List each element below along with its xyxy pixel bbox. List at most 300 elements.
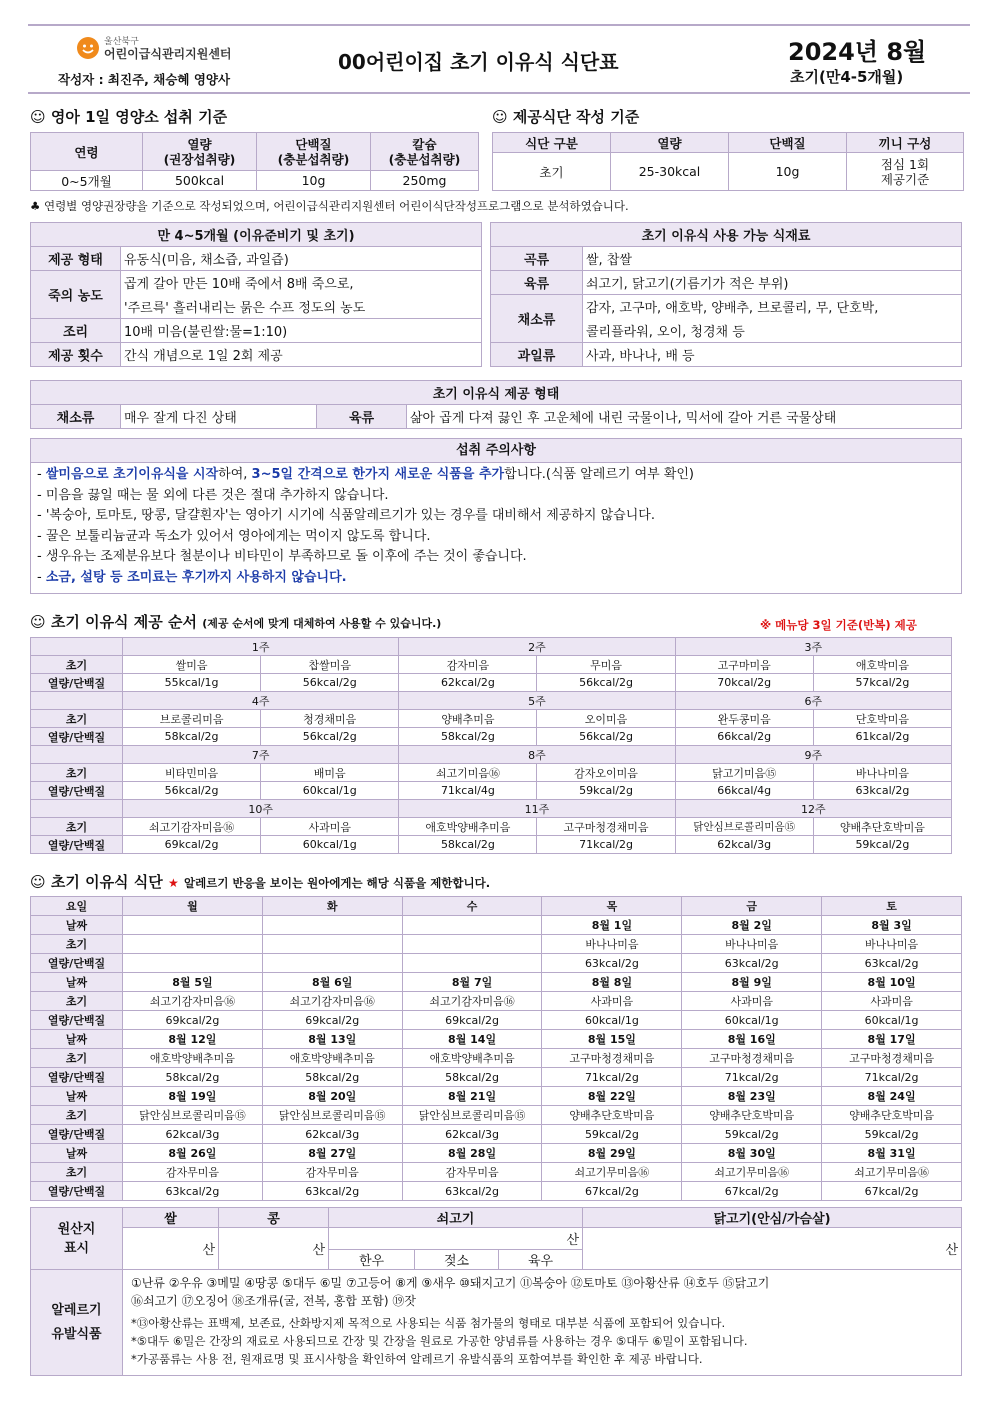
order-blank	[31, 800, 123, 818]
day-header: 토	[822, 897, 962, 916]
order-week: 2주	[399, 638, 675, 656]
order-food: 양배추미음	[399, 710, 537, 728]
menu-kcal-cell: 62kcal/3g	[402, 1125, 542, 1144]
ingredients-table	[490, 222, 962, 367]
allergy-content	[123, 1270, 962, 1376]
day-header: 금	[682, 897, 822, 916]
menu-food-cell: 양배추단호박미음	[822, 1106, 962, 1125]
caution-text: 합니다.(식품 알레르기 여부 확인)	[504, 467, 695, 482]
origin-table	[30, 1207, 962, 1270]
menu-row-label: 날짜	[31, 1030, 123, 1049]
caution-title: 섭취 주의사항	[31, 439, 961, 463]
menu-date-cell: 8월 16일	[682, 1030, 822, 1049]
nutrition-header: 열량 (권장섭취량)	[143, 133, 257, 171]
order-food: 감자미음	[399, 656, 537, 674]
menu-date-cell: 8월 5일	[123, 973, 263, 992]
form-value: 삶아 곱게 다져 끓인 후 고운체에 내린 국물이나, 믹서에 갈아 거른 국물상태	[407, 405, 962, 429]
menu-food-row	[31, 992, 962, 1011]
ingredients-key: 육류	[491, 271, 583, 295]
order-kcal: 62kcal/3g	[675, 836, 813, 854]
menu-food-cell: 닭안심브로콜리미음⑮	[123, 1106, 263, 1125]
menu-kcal-cell: 58kcal/2g	[123, 1068, 263, 1087]
order-kcal: 58kcal/2g	[123, 728, 261, 746]
beef-type: 육우	[499, 1250, 583, 1270]
caution-line: - 꿀은 보툴리늄균과 독소가 있어서 영아에게는 먹이지 않도록 합니다.	[37, 528, 431, 544]
menu-date-cell: 8월 12일	[123, 1030, 263, 1049]
criteria-table	[492, 132, 964, 191]
order-kcal: 62kcal/2g	[399, 674, 537, 692]
order-row-label: 열량/단백질	[31, 728, 123, 746]
menu-date-row	[31, 1087, 962, 1106]
ingredients-value: 감자, 고구마, 애호박, 양배추, 브로콜리, 무, 단호박,	[583, 295, 962, 319]
order-row-label: 열량/단백질	[31, 782, 123, 800]
order-week: 6주	[675, 692, 951, 710]
nutrition-title	[30, 106, 227, 127]
order-food: 청경채미음	[261, 710, 399, 728]
menu-table	[30, 896, 962, 1201]
order-kcal: 59kcal/2g	[537, 782, 675, 800]
menu-kcal-cell: 59kcal/2g	[542, 1125, 682, 1144]
menu-kcal-cell: 60kcal/1g	[682, 1011, 822, 1030]
origin-san: 산	[123, 1228, 219, 1270]
order-food: 감자오이미음	[537, 764, 675, 782]
order-food: 오이미음	[537, 710, 675, 728]
menu-date-cell: 8월 22일	[542, 1087, 682, 1106]
origin-san: 산	[219, 1228, 329, 1270]
star-icon: ★	[168, 876, 179, 890]
order-kcal: 56kcal/2g	[261, 728, 399, 746]
order-week: 3주	[675, 638, 951, 656]
order-kcal: 58kcal/2g	[399, 728, 537, 746]
menu-food-cell: 감자무미음	[402, 1163, 542, 1182]
menu-food-cell: 사과미음	[542, 992, 682, 1011]
menu-food-cell: 고구마청경채미음	[682, 1049, 822, 1068]
order-food: 배미음	[261, 764, 399, 782]
caution-emphasis: 3~5일 간격으로 한가지 새로운 식품을 추가	[251, 467, 505, 482]
menu-row-label: 초기	[31, 1163, 123, 1182]
menu-kcal-cell: 67kcal/2g	[822, 1182, 962, 1201]
menu-row-label: 초기	[31, 992, 123, 1011]
order-kcal: 66kcal/2g	[675, 728, 813, 746]
stage-info-value: '주르륵' 흘러내리는 묽은 수프 정도의 농도	[121, 295, 482, 319]
menu-row-label: 열량/단백질	[31, 1068, 123, 1087]
origin-label: 원산지 표시	[31, 1208, 123, 1270]
ingredients-key: 곡류	[491, 247, 583, 271]
order-kcal: 57kcal/2g	[813, 674, 951, 692]
caution-box	[30, 438, 962, 594]
criteria-header: 열량	[611, 133, 729, 153]
menu-row-label: 날짜	[31, 973, 123, 992]
caution-line: - 소금, 설탕 등 조미료는 후기까지 사용하지 않습니다.	[37, 569, 347, 585]
menu-food-cell: 쇠고기감자미음⑯	[402, 992, 542, 1011]
origin-item: 닭고기(안심/가슴살)	[583, 1208, 962, 1228]
menu-date-cell: 8월 8일	[542, 973, 682, 992]
menu-date-cell: 8월 6일	[262, 973, 402, 992]
nutrition-header: 단백질 (충분섭취량)	[257, 133, 371, 171]
criteria-cell: 점심 1회 제공기준	[847, 153, 964, 191]
caution-line: - '복숭아, 토마토, 땅콩, 달걀흰자'는 영아기 시기에 식품알레르기가 있는 경우를 대비해서 제공하지 않습니다.	[37, 508, 655, 523]
menu-kcal-cell: 60kcal/1g	[822, 1011, 962, 1030]
menu-date-cell: 8월 23일	[682, 1087, 822, 1106]
menu-kcal-cell: 63kcal/2g	[262, 1182, 402, 1201]
day-header: 요일	[31, 897, 123, 916]
menu-food-cell	[262, 935, 402, 954]
menu-row-label: 초기	[31, 935, 123, 954]
criteria-title	[492, 106, 639, 127]
order-food: 완두콩미음	[675, 710, 813, 728]
caution-text: 생우유는 조제분유보다 철분이나 비타민이 부족하므로 돌 이후에 주는 것이 좋습니다.	[45, 549, 527, 564]
day-header: 수	[402, 897, 542, 916]
caution-text: 하여,	[218, 467, 252, 482]
ingredients-value: 쇠고기, 닭고기(기름기가 적은 부위)	[583, 271, 962, 295]
order-kcal: 58kcal/2g	[399, 836, 537, 854]
order-kcal: 66kcal/4g	[675, 782, 813, 800]
criteria-cell: 초기	[493, 153, 611, 191]
menu-date-cell: 8월 17일	[822, 1030, 962, 1049]
stage-info-table	[30, 222, 482, 367]
order-blank	[31, 638, 123, 656]
order-food: 브로콜리미음	[123, 710, 261, 728]
stage-info-key: 제공 횟수	[31, 343, 121, 367]
allergy-label: 알레르기 유발식품	[31, 1270, 123, 1376]
main-note	[30, 198, 629, 214]
order-row-label: 열량/단백질	[31, 674, 123, 692]
form-table	[30, 380, 962, 429]
menu-date-cell: 8월 15일	[542, 1030, 682, 1049]
smiley-icon: ☺	[30, 613, 46, 631]
criteria-cell: 25-30kcal	[611, 153, 729, 191]
menu-date-row	[31, 973, 962, 992]
menu-food-cell: 고구마청경채미음	[542, 1049, 682, 1068]
order-kcal: 71kcal/4g	[399, 782, 537, 800]
menu-food-cell: 양배추단호박미음	[542, 1106, 682, 1125]
nutrition-cell: 500kcal	[143, 171, 257, 191]
menu-date-cell: 8월 26일	[123, 1144, 263, 1163]
menu-date-row	[31, 1030, 962, 1049]
menu-food-cell: 감자무미음	[123, 1163, 263, 1182]
order-kcal: 60kcal/1g	[261, 836, 399, 854]
menu-date-cell: 8월 28일	[402, 1144, 542, 1163]
order-food: 비타민미음	[123, 764, 261, 782]
caution-emphasis: 소금, 설탕 등 조미료는 후기까지 사용하지 않습니다.	[45, 569, 347, 585]
nutrition-header: 칼슘 (충분섭취량)	[371, 133, 479, 171]
order-food: 무미음	[537, 656, 675, 674]
menu-date-cell	[123, 916, 263, 935]
menu-date-row	[31, 1144, 962, 1163]
menu-date-cell: 8월 1일	[542, 916, 682, 935]
order-kcal: 55kcal/1g	[123, 674, 261, 692]
order-kcal: 60kcal/1g	[261, 782, 399, 800]
beef-type: 한우	[329, 1250, 415, 1270]
menu-row-label: 날짜	[31, 1087, 123, 1106]
menu-food-cell: 쇠고기무미음⑯	[682, 1163, 822, 1182]
menu-date-cell	[262, 916, 402, 935]
page-title: 00어린이집 초기 이유식 식단표	[338, 50, 619, 74]
order-food: 닭고기미음⑮	[675, 764, 813, 782]
menu-kcal-cell: 58kcal/2g	[262, 1068, 402, 1087]
order-week: 1주	[123, 638, 399, 656]
order-food: 애호박양배추미음	[399, 818, 537, 836]
menu-kcal-cell: 71kcal/2g	[542, 1068, 682, 1087]
menu-kcal-cell: 63kcal/2g	[822, 954, 962, 973]
menu-date-cell: 8월 30일	[682, 1144, 822, 1163]
logo-name: 어린이급식관리지원센터	[104, 47, 232, 61]
form-key: 육류	[317, 405, 407, 429]
menu-food-cell: 양배추단호박미음	[682, 1106, 822, 1125]
menu-row-label: 열량/단백질	[31, 1182, 123, 1201]
menu-date-cell	[402, 916, 542, 935]
menu-kcal-cell: 59kcal/2g	[822, 1125, 962, 1144]
order-food: 쌀미음	[123, 656, 261, 674]
menu-date-cell: 8월 10일	[822, 973, 962, 992]
logo-small-text: 울산북구	[104, 37, 139, 47]
menu-kcal-cell: 67kcal/2g	[542, 1182, 682, 1201]
menu-food-cell: 쇠고기무미음⑯	[542, 1163, 682, 1182]
order-kcal: 71kcal/2g	[537, 836, 675, 854]
allergy-note: *⑤대두 ⑥밀은 간장의 재료로 사용되므로 간장 및 간장을 원료로 가공한 양념류를 사용하는 경우 ⑤대두 ⑥밀이 포함됩니다.	[131, 1334, 748, 1348]
menu-kcal-cell: 63kcal/2g	[542, 954, 682, 973]
menu-kcal-row	[31, 1011, 962, 1030]
menu-date-cell: 8월 3일	[822, 916, 962, 935]
stage-info-title: 만 4~5개월 (이유준비기 및 초기)	[31, 223, 482, 247]
order-title-text: 초기 이유식 제공 순서	[50, 613, 197, 631]
caution-emphasis: 쌀미음으로 초기이유식을 시작	[45, 467, 219, 482]
stage-info-key: 조리	[31, 319, 121, 343]
menu-kcal-cell: 62kcal/3g	[262, 1125, 402, 1144]
order-week: 11주	[399, 800, 675, 818]
menu-date-cell: 8월 19일	[123, 1087, 263, 1106]
ingredients-key: 채소류	[491, 295, 583, 343]
caution-text: 미음을 끓일 때는 물 외에 다른 것은 절대 추가하지 않습니다.	[45, 487, 389, 503]
menu-kcal-cell: 59kcal/2g	[682, 1125, 822, 1144]
origin-san: 산	[329, 1228, 583, 1250]
allergy-note: *⑬아황산류는 표백제, 보존료, 산화방지제 목적으로 사용되는 식품 첨가물의 형태로 대부분 식품에 포함되어 있습니다.	[131, 1316, 726, 1330]
stage-info-key: 제공 형태	[31, 247, 121, 271]
order-blank	[31, 746, 123, 764]
menu-date: 2024년 8월	[788, 38, 927, 66]
menu-date-cell: 8월 21일	[402, 1087, 542, 1106]
criteria-header: 단백질	[729, 133, 847, 153]
menu-food-cell: 바나나미음	[542, 935, 682, 954]
order-food: 사과미음	[261, 818, 399, 836]
order-food: 애호박미음	[813, 656, 951, 674]
menu-title-text: 초기 이유식 식단	[50, 873, 163, 891]
menu-kcal-cell: 58kcal/2g	[402, 1068, 542, 1087]
order-row-label: 초기	[31, 764, 123, 782]
menu-kcal-cell: 71kcal/2g	[682, 1068, 822, 1087]
menu-date-row	[31, 916, 962, 935]
main-note-text: 연령별 영양권장량을 기준으로 작성되었으며, 어린이급식관리지원센터 어린이식단작성프로그램으로 분석하였습니다.	[43, 199, 629, 213]
order-kcal: 69kcal/2g	[123, 836, 261, 854]
menu-date-cell: 8월 27일	[262, 1144, 402, 1163]
menu-kcal-cell	[402, 954, 542, 973]
nutrition-cell: 10g	[257, 171, 371, 191]
beef-type: 젖소	[415, 1250, 499, 1270]
menu-note: 알레르기 반응을 보이는 원아에게는 해당 식품을 제한합니다.	[184, 876, 491, 890]
menu-row-label: 초기	[31, 1049, 123, 1068]
order-food: 고구마미음	[675, 656, 813, 674]
menu-date-cell: 8월 24일	[822, 1087, 962, 1106]
menu-kcal-cell: 62kcal/3g	[123, 1125, 263, 1144]
ingredients-title: 초기 이유식 사용 가능 식재료	[491, 223, 962, 247]
menu-row-label: 열량/단백질	[31, 1011, 123, 1030]
order-row-label: 초기	[31, 656, 123, 674]
menu-food-cell: 바나나미음	[822, 935, 962, 954]
order-week: 10주	[123, 800, 399, 818]
menu-food-cell: 닭안심브로콜리미음⑮	[402, 1106, 542, 1125]
order-food: 고구마청경채미음	[537, 818, 675, 836]
menu-kcal-cell: 71kcal/2g	[822, 1068, 962, 1087]
form-title: 초기 이유식 제공 형태	[31, 381, 962, 405]
order-row-label: 초기	[31, 710, 123, 728]
form-value: 매우 잘게 다진 상태	[121, 405, 317, 429]
menu-food-cell: 쇠고기감자미음⑯	[262, 992, 402, 1011]
allergy-table	[30, 1269, 962, 1376]
menu-date-cell: 8월 2일	[682, 916, 822, 935]
origin-item: 쇠고기	[329, 1208, 583, 1228]
menu-kcal-cell: 69kcal/2g	[262, 1011, 402, 1030]
order-food: 양배추단호박미음	[813, 818, 951, 836]
menu-food-row	[31, 1049, 962, 1068]
menu-title	[30, 871, 490, 892]
criteria-title-text: 제공식단 작성 기준	[512, 108, 640, 126]
menu-date-cell: 8월 31일	[822, 1144, 962, 1163]
origin-item: 콩	[219, 1208, 329, 1228]
menu-kcal-row	[31, 954, 962, 973]
menu-kcal-cell: 60kcal/1g	[542, 1011, 682, 1030]
stage-info-value: 10배 미음(불린쌀:물=1:10)	[121, 319, 482, 343]
menu-kcal-cell: 69kcal/2g	[123, 1011, 263, 1030]
stage-info-value: 유동식(미음, 채소즙, 과일즙)	[121, 247, 482, 271]
order-kcal: 56kcal/2g	[123, 782, 261, 800]
nutrition-header: 연령	[31, 133, 143, 171]
order-week: 4주	[123, 692, 399, 710]
menu-food-cell: 쇠고기무미음⑯	[822, 1163, 962, 1182]
order-food: 쇠고기감자미음⑯	[123, 818, 261, 836]
menu-row-label: 날짜	[31, 916, 123, 935]
ingredients-value: 콜리플라워, 오이, 청경채 등	[583, 319, 962, 343]
author: 작성자 : 최진주, 채승혜 영양사	[58, 72, 231, 87]
menu-kcal-cell: 63kcal/2g	[123, 1182, 263, 1201]
caution-line: - 쌀미음으로 초기이유식을 시작하여, 3~5일 간격으로 한가지 새로운 식품을 추가합니다.(식품 알레르기 여부 확인)	[37, 467, 695, 482]
ingredients-key: 과일류	[491, 343, 583, 367]
menu-food-cell: 고구마청경채미음	[822, 1049, 962, 1068]
menu-kcal-cell	[262, 954, 402, 973]
order-week: 7주	[123, 746, 399, 764]
menu-date-cell: 8월 9일	[682, 973, 822, 992]
menu-kcal-cell: 69kcal/2g	[402, 1011, 542, 1030]
order-row-label: 초기	[31, 818, 123, 836]
order-kcal: 63kcal/2g	[813, 782, 951, 800]
logo	[76, 34, 276, 64]
smiley-icon: ☺	[30, 873, 46, 891]
stage-info-key: 죽의 농도	[31, 271, 121, 319]
nutrition-table	[30, 132, 479, 191]
order-food: 닭안심브로콜리미음⑮	[675, 818, 813, 836]
order-table	[30, 637, 952, 854]
header	[28, 24, 970, 94]
ingredients-value: 사과, 바나나, 배 등	[583, 343, 962, 367]
order-row-label: 열량/단백질	[31, 836, 123, 854]
order-note: ※ 메뉴당 3일 기준(반복) 제공	[760, 618, 917, 632]
menu-row-label: 초기	[31, 1106, 123, 1125]
order-kcal: 56kcal/2g	[261, 674, 399, 692]
smiley-icon: ☺	[492, 108, 508, 126]
menu-kcal-row	[31, 1182, 962, 1201]
caution-line: - 생우유는 조제분유보다 철분이나 비타민이 부족하므로 돌 이후에 주는 것이 좋습니다.	[37, 549, 527, 564]
order-title	[30, 611, 441, 632]
order-kcal: 61kcal/2g	[813, 728, 951, 746]
nutrition-title-text: 영아 1일 영양소 섭취 기준	[50, 108, 228, 126]
day-header: 화	[262, 897, 402, 916]
menu-date-cell: 8월 29일	[542, 1144, 682, 1163]
order-kcal: 56kcal/2g	[537, 674, 675, 692]
order-blank	[31, 692, 123, 710]
criteria-header: 끼니 구성	[847, 133, 964, 153]
criteria-header: 식단 구분	[493, 133, 611, 153]
menu-kcal-cell	[123, 954, 263, 973]
criteria-cell: 10g	[729, 153, 847, 191]
caution-text: 꿀은 보툴리늄균과 독소가 있어서 영아에게는 먹이지 않도록 합니다.	[45, 528, 431, 544]
allergy-note: *가공품류는 사용 전, 원재료명 및 표시사항을 확인하여 알레르기 유발식품의 포함여부를 확인한 후 제공 바랍니다.	[131, 1352, 703, 1366]
order-food: 단호박미음	[813, 710, 951, 728]
menu-food-cell: 사과미음	[682, 992, 822, 1011]
allergy-list: ⑯쇠고기 ⑰오징어 ⑱조개류(굴, 전복, 홍합 포함) ⑲잣	[131, 1294, 416, 1308]
stage-info-value: 간식 개념으로 1일 2회 제공	[121, 343, 482, 367]
origin-san: 산	[583, 1228, 962, 1270]
menu-date-cell: 8월 20일	[262, 1087, 402, 1106]
day-header: 월	[123, 897, 263, 916]
menu-food-cell: 애호박양배추미음	[402, 1049, 542, 1068]
caution-line: - 미음을 끓일 때는 물 외에 다른 것은 절대 추가하지 않습니다.	[37, 487, 389, 503]
caution-text: '복숭아, 토마토, 땅콩, 달걀흰자'는 영아기 시기에 식품알레르기가 있는 경우를 대비해서 제공하지 않습니다.	[45, 508, 655, 523]
menu-row-label: 열량/단백질	[31, 954, 123, 973]
allergy-list: ①난류 ②우유 ③메밀 ④땅콩 ⑤대두 ⑥밀 ⑦고등어 ⑧게 ⑨새우 ⑩돼지고기 ⑪복숭아 ⑫토마토 ⑬아황산류 ⑭호두 ⑮닭고기	[131, 1276, 770, 1290]
menu-food-cell	[123, 935, 263, 954]
smiley-icon: ☺	[30, 108, 46, 126]
logo-mark-icon	[76, 36, 100, 60]
origin-item: 쌀	[123, 1208, 219, 1228]
menu-food-row	[31, 1106, 962, 1125]
menu-row-label: 날짜	[31, 1144, 123, 1163]
menu-food-cell: 감자무미음	[262, 1163, 402, 1182]
menu-food-cell: 바나나미음	[682, 935, 822, 954]
order-week: 9주	[675, 746, 951, 764]
stage-info-value: 곱게 갈아 만든 10배 죽에서 8배 죽으로,	[121, 271, 482, 295]
menu-kcal-row	[31, 1068, 962, 1087]
menu-date-cell: 8월 7일	[402, 973, 542, 992]
order-week: 5주	[399, 692, 675, 710]
menu-kcal-cell: 67kcal/2g	[682, 1182, 822, 1201]
menu-food-row	[31, 935, 962, 954]
club-icon: ♣	[30, 199, 41, 213]
form-key: 채소류	[31, 405, 121, 429]
order-kcal: 70kcal/2g	[675, 674, 813, 692]
order-week: 12주	[675, 800, 951, 818]
menu-kcal-row	[31, 1125, 962, 1144]
order-food: 쇠고기미음⑯	[399, 764, 537, 782]
menu-food-cell: 애호박양배추미음	[262, 1049, 402, 1068]
menu-food-cell: 사과미음	[822, 992, 962, 1011]
menu-stage: 초기(만4-5개월)	[790, 68, 904, 86]
menu-row-label: 열량/단백질	[31, 1125, 123, 1144]
nutrition-cell: 0~5개월	[31, 171, 143, 191]
menu-food-cell	[402, 935, 542, 954]
menu-food-cell: 닭안심브로콜리미음⑮	[262, 1106, 402, 1125]
ingredients-value: 쌀, 찹쌀	[583, 247, 962, 271]
order-kcal: 59kcal/2g	[813, 836, 951, 854]
menu-date-cell: 8월 13일	[262, 1030, 402, 1049]
